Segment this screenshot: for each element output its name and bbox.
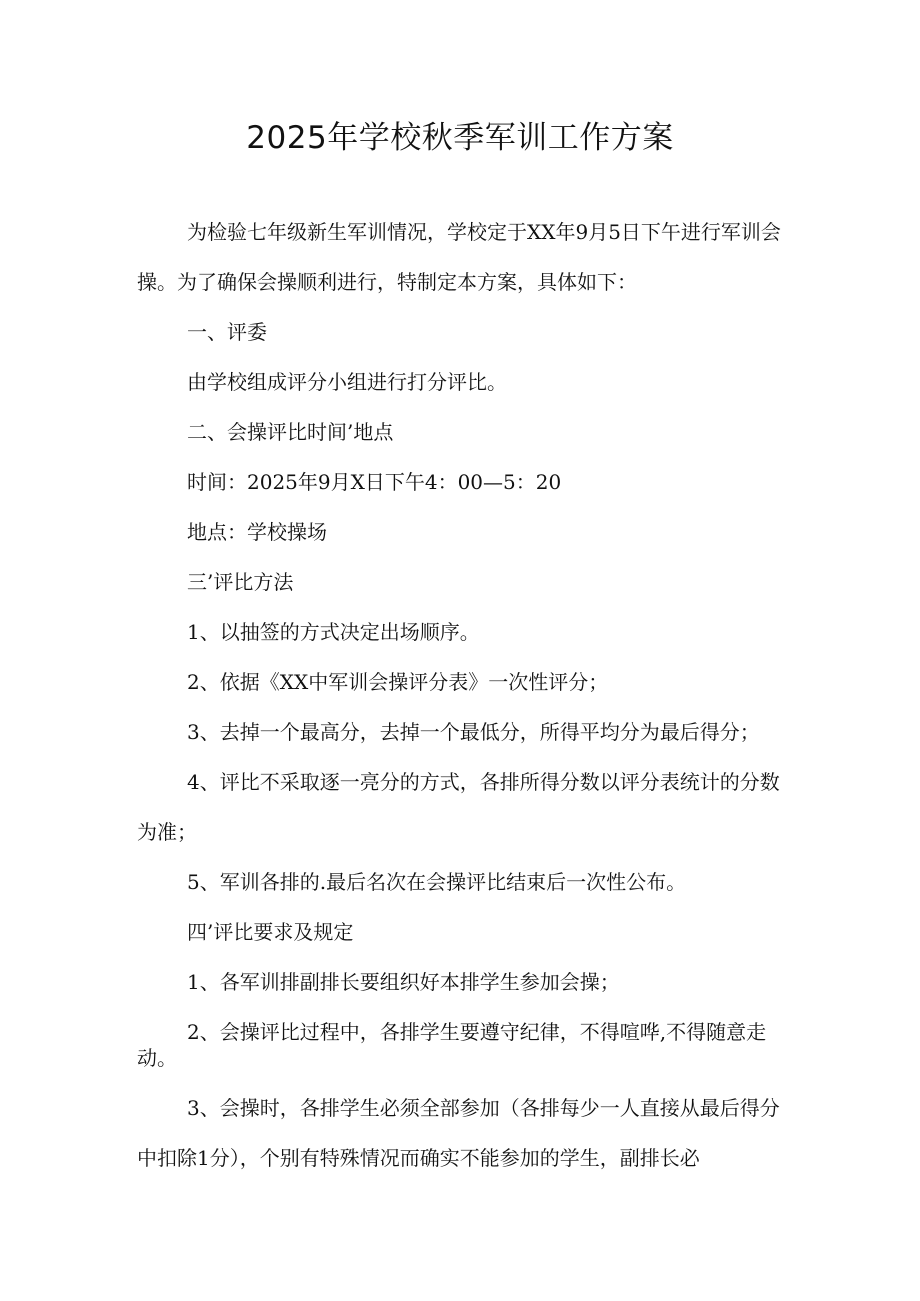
method-item-4: 4、评比不采取逐一亮分的方式，各排所得分数以评分表统计的分数为准； (137, 770, 780, 844)
method-item-1: 1、以抽签的方式决定出场顺序。 (187, 620, 480, 644)
section-heading-method: 三’评比方法 (187, 570, 294, 594)
document-body (137, 207, 787, 1183)
section-heading-time-place: 二、会操评比时间’地点 (187, 420, 394, 444)
document-title: 2025年学校秋季军训工作方案 (246, 120, 674, 156)
section-heading-requirements: 四’评比要求及规定 (187, 920, 354, 944)
requirement-item-1: 1、各军训排副排长要组织好本排学生参加会操； (187, 970, 620, 994)
paragraph-time: 时间：2025年9月X日下午4：00—5：20 (187, 470, 562, 494)
method-item-2: 2、依据《XX中军训会操评分表》一次性评分； (187, 670, 609, 694)
method-item-3: 3、去掉一个最高分，去掉一个最低分，所得平均分为最后得分； (187, 720, 760, 744)
requirement-item-3: 3、会操时，各排学生必须全部参加（各排每少一人直接从最后得分中扣除1分），个别有特殊情况而确实不能参加的学生，副排长必 (137, 1096, 780, 1170)
section-heading-judges: 一、评委 (187, 320, 267, 344)
method-item-5: 5、军训各排的.最后名次在会操评比结束后一次性公布。 (187, 870, 687, 894)
requirement-item-2: 2、会操评比过程中，各排学生要遵守纪律，不得喧哗,不得随意走动。 (137, 1020, 767, 1070)
paragraph-intro: 为检验七年级新生军训情况，学校定于XX年9月5日下午进行军训会操。为了确保会操顺利进行，特制定本方案，具体如下： (137, 220, 781, 294)
paragraph-judges: 由学校组成评分小组进行打分评比。 (187, 370, 507, 394)
paragraph-place: 地点：学校操场 (187, 520, 327, 544)
